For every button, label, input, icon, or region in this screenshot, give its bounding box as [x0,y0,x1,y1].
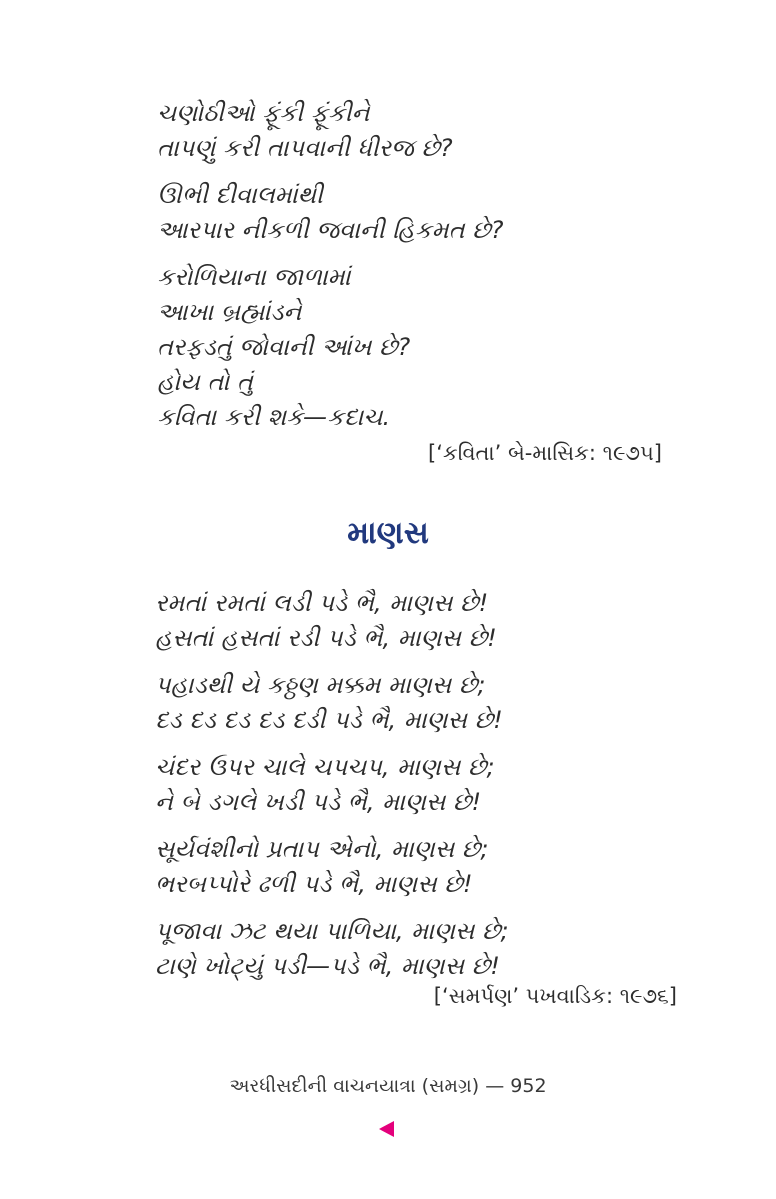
poem-line: કરોળિયાના જાળામાં [157,263,351,291]
stanza [155,750,509,820]
poem-line: દડ દડ દડ દડ દડી પડે ભૈ, માણસ છે! [155,706,503,734]
poem-line: ચણોઠીઓ ફૂંકી ફૂંકીને [157,99,370,127]
stanza [155,668,509,738]
poem-fragment [157,96,503,435]
stanza [155,832,509,902]
poem-title: માણસ [347,515,429,551]
poem-line: ને બે ડગલે ખડી પડે ભૈ, માણસ છે! [155,788,482,816]
poem-line: ચંદર ઉપર ચાલે ચપચપ, માણસ છે; [155,753,495,781]
poem-line: ભરબપ્પોરે ઢળી પડે ભૈ, માણસ છે! [155,870,473,898]
prev-page-arrow-icon[interactable] [379,1121,394,1137]
stanza [157,96,503,166]
poem-line: પહાડથી યે કઠ્ઠણ મક્કમ માણસ છે; [155,671,486,699]
poem-attribution: [‘કવિતા’ બે-માસિક: ૧૯૭૫] [428,441,662,465]
poem-manas [155,586,509,984]
stanza [155,586,509,656]
poem-line: ટાણે ખોટ્યું પડી—પડે ભૈ, માણસ છે! [155,952,500,980]
poem-line: કવિતા કરી શકે—કદાચ. [157,403,391,431]
poem-line: તાપણું કરી તાપવાની ધીરજ છે? [157,134,453,162]
poem-line: ઊભી દીવાલમાંથી [157,181,323,209]
page-footer-label: અરધીસદીની વાચનયાત્રા (સમગ્ર) — 952 [229,1075,547,1097]
poem-line: આખા બ્રહ્માંડને [157,298,302,326]
poem-attribution: [‘સમર્પણ’ પખવાડિક: ૧૯૭૬] [433,984,677,1008]
poem-line: હોય તો તું [157,368,253,396]
poem-line: આરપાર નીકળી જવાની હિકમત છે? [157,216,504,244]
poem-line: સૂર્યવંશીનો પ્રતાપ એનો, માણસ છે; [155,835,489,863]
poem-line: હસતાં હસતાં રડી પડે ભૈ, માણસ છે! [155,624,497,652]
stanza [155,914,509,984]
stanza [157,178,503,248]
stanza [157,260,503,435]
poem-line: રમતાં રમતાં લડી પડે ભૈ, માણસ છે! [155,589,489,617]
poem-line: પૂજાવા ઝટ થયા પાળિયા, માણસ છે; [155,917,509,945]
poem-line: તરફડતું જોવાની આંખ છે? [157,333,411,361]
